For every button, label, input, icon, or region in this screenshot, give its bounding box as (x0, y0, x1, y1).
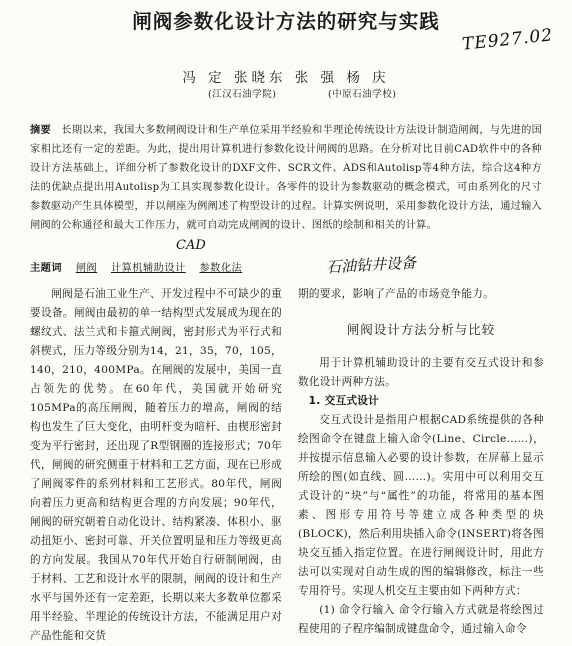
right-column-body (298, 354, 544, 639)
body-paragraph: 用于计算机辅助设计的主要有交互式设计和参数化设计两种方法。 (298, 357, 544, 388)
handwritten-side-note: 石油钻井设备 (325, 253, 417, 277)
abstract-text: 长期以来，我国大多数闸阀设计和生产单位采用半经验和半理论传统设计方法设计制造闸阀，与先进的国家相比还有一定的差距。为此，提出用计算机进行参数化设计闸阀的思路。在分析对比目前CAD软件中的各种设计方法基础上，详细分析了参数化设计的DXF文件、SCR文件、ADS和Autolisp等4种方法，综合这4种方法的优缺点提出用Autolisp为工具实现参数化设计。各零件的设计为参数驱动的概念模式，可由系列化的尺寸参数驱动产生具体模型，并以闸座为例阐述了构型设计的过程。计算实例说明，采用参数化设计方法，通过输入闸阀的公称通径和最大工作压力，就可自动完成闸阀的设计、图纸的绘制和相关的计算。 (30, 125, 543, 231)
affiliation-2: (中原石油学校) (328, 89, 397, 100)
keyword: 闸阀 (75, 263, 98, 274)
right-column-continuation (298, 285, 544, 304)
left-column (30, 285, 282, 646)
abstract-label: 摘要 (30, 125, 51, 136)
keyword: 计算机辅助设计 (110, 263, 186, 274)
abstract (30, 121, 542, 235)
keywords-label: 主题词 (30, 263, 63, 274)
authors: 冯 定 张晓东 张 强 杨 庆 (182, 70, 390, 86)
continuation-text: 期的要求，影响了产品的市场竞争能力。 (298, 288, 495, 300)
intro-paragraph: 闸阀是石油工业生产、开发过程中不可缺少的重要设备。闸阀由最初的单一结构型式发展成为现在的螺纹式、法兰式和卡箍式闸阀，密封形式为平行式和斜楔式，压力等级分别为14，21，35，70，105，140，210，400MPa。在闸阀的发展中，美国一直占领先的优势。在60年代，美国就开始研究105MPa的高压闸阀，随着压力的增高，闸阀的结构也发生了巨大变化，由明杆变为暗杆、由楔形密封变为平行密封，还出现了R型钢圈的连接形式；70年代，闸阀的研究侧重于材料和工艺方面，现在已形成了闸阀零件的系列材料和工艺形式。80年代，闸阀向着压力更高和结构更合理的方向发展；90年代，闸阀的研究朝着自动化设计、结构紧凑、体积小、驱动扭矩小、密封可靠、开关位置明显和压力等级更高的方向发展。我国从70年代开始自行研制闸阀，由于材料、工艺和设计水平的限制，闸阀的设计和生产水平与国外还有一定差距，长期以来大多数单位都采用半经验、半理论的传统设计方法，不能满足用户对产品性能和交货 (30, 288, 282, 642)
paper-title: 闸阀参数化设计方法的研究与实践 (132, 10, 440, 33)
section-heading: 闸阀设计方法分析与比较 (346, 322, 496, 337)
keywords (30, 259, 252, 274)
keyword: 参数化法 (199, 263, 243, 274)
handwritten-classification-code: TE927.02 (461, 25, 555, 55)
body-paragraph: 交互式设计是指用户根据CAD系统提供的各种绘图命令在键盘上输入命令(Line、Circle……)，并按提示信息输入必要的设计参数，在屏幕上显示所绘的图(如直线、圆……)。实用中可以利用交互式设计的“块”与“属性”的功能，将常用的基本图素、图形专用符号等建立成各种类型的块(BLOCK)，然后利用块插入命令(INSERT)将各图块交互插入指定位置。在进行闸阀设计时，用此方法可以实现对自动生成的图的编辑修改，标注一些专用符号。实现人机交互主要由如下两种方式： (298, 414, 544, 597)
affiliation-1: (江汉石油学院) (208, 89, 277, 100)
subsection-heading: 1. 交互式设计 (308, 395, 380, 407)
handwritten-cad-note: CAD (176, 238, 206, 253)
body-paragraph: (1) 命令行输入 命令行输入方式就是将绘图过程使用的子程序编制成键盘命令，通过输入命令 (298, 604, 544, 635)
